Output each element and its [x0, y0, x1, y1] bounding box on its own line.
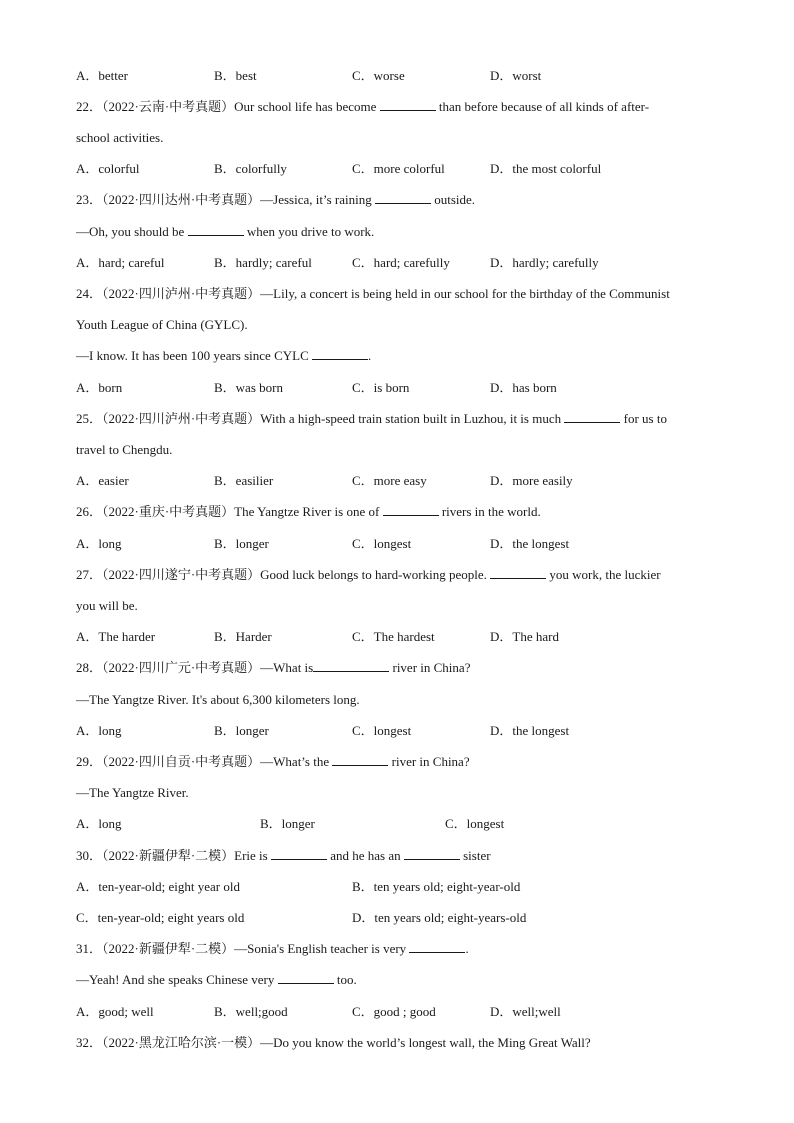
option-b[interactable]: B．longer — [214, 536, 269, 551]
answer-blank — [375, 191, 431, 204]
option-a[interactable]: A．born — [76, 380, 123, 395]
answer-blank — [271, 847, 327, 860]
q22-stem-line2: school activities. — [76, 130, 164, 145]
option-d[interactable]: D．hardly; carefully — [490, 255, 599, 270]
option-a[interactable]: A．good; well — [76, 1004, 154, 1019]
option-c[interactable]: C．The hardest — [352, 629, 435, 644]
option-c[interactable]: C．hard; carefully — [352, 255, 450, 270]
option-a[interactable]: A．colorful — [76, 161, 140, 176]
answer-blank — [564, 410, 620, 423]
option-b[interactable]: B．well;good — [214, 1004, 288, 1019]
answer-blank — [383, 503, 439, 516]
q27-stem-line2: you will be. — [76, 598, 138, 613]
option-b[interactable]: B．best — [214, 68, 257, 83]
option-b[interactable]: B．Harder — [214, 629, 272, 644]
q23-stem: 23．（2022·四川达州·中考真题）—Jessica, it’s raining outside. — [76, 192, 476, 207]
q27-stem: 27．（2022·四川遂宁·中考真题）Good luck belongs to hard-working people. you work, the luckier — [76, 567, 661, 582]
option-b[interactable]: B．hardly; careful — [214, 255, 312, 270]
option-a[interactable]: A．better — [76, 68, 128, 83]
q23-dialog-line2: —Oh, you should be when you drive to work. — [76, 224, 375, 239]
option-d[interactable]: D．the longest — [490, 723, 570, 738]
option-a[interactable]: A．ten-year-old; eight year old — [76, 879, 240, 894]
option-b[interactable]: B．ten years old; eight-year-old — [352, 879, 521, 894]
option-d[interactable]: D．the longest — [490, 536, 570, 551]
q26-stem: 26．（2022·重庆·中考真题）The Yangtze River is one of rivers in the world. — [76, 504, 541, 519]
q31-stem: 31．（2022·新疆伊犁·二模）—Sonia's English teacher is very . — [76, 941, 469, 956]
q24-dialog-line3: —I know. It has been 100 years since CYLC . — [76, 348, 372, 363]
answer-blank — [188, 223, 244, 236]
option-b[interactable]: B．longer — [260, 816, 315, 831]
option-a[interactable]: A．hard; careful — [76, 255, 165, 270]
option-c[interactable]: C．ten-year-old; eight years old — [76, 910, 245, 925]
option-b[interactable]: B．easilier — [214, 473, 274, 488]
option-d[interactable]: D．ten years old; eight-years-old — [352, 910, 527, 925]
option-a[interactable]: A．long — [76, 723, 122, 738]
q24-stem-line2: Youth League of China (GYLC). — [76, 317, 248, 332]
option-c[interactable]: C．more colorful — [352, 161, 445, 176]
option-d[interactable]: D．worst — [490, 68, 542, 83]
q28-stem: 28．（2022·四川广元·中考真题）—What is river in China? — [76, 660, 471, 675]
option-c[interactable]: C．longest — [445, 816, 505, 831]
answer-blank — [404, 847, 460, 860]
option-a[interactable]: A．long — [76, 816, 122, 831]
option-a[interactable]: A．The harder — [76, 629, 156, 644]
q32-stem: 32．（2022·黑龙江哈尔滨·一模）—Do you know the world’s longest wall, the Ming Great Wall? — [76, 1035, 591, 1050]
answer-blank — [313, 659, 389, 672]
option-d[interactable]: D．more easily — [490, 473, 573, 488]
option-d[interactable]: D．has born — [490, 380, 557, 395]
option-d[interactable]: D．The hard — [490, 629, 559, 644]
option-c[interactable]: C．good ; good — [352, 1004, 436, 1019]
option-c[interactable]: C．longest — [352, 536, 412, 551]
answer-blank — [278, 971, 334, 984]
option-c[interactable]: C．is born — [352, 380, 410, 395]
option-b[interactable]: B．longer — [214, 723, 269, 738]
q29-stem: 29．（2022·四川自贡·中考真题）—What’s the river in China? — [76, 754, 470, 769]
q25-stem-line2: travel to Chengdu. — [76, 442, 173, 457]
option-a[interactable]: A．easier — [76, 473, 129, 488]
answer-blank — [490, 566, 546, 579]
q28-dialog-line2: —The Yangtze River. It's about 6,300 kilometers long. — [76, 692, 360, 707]
q31-dialog-line2: —Yeah! And she speaks Chinese very too. — [76, 972, 357, 987]
q29-dialog-line2: —The Yangtze River. — [76, 785, 189, 800]
q24-stem: 24．（2022·四川泸州·中考真题）—Lily, a concert is being held in our school for the birthday of the Communist — [76, 286, 670, 301]
option-c[interactable]: C．worse — [352, 68, 405, 83]
option-b[interactable]: B．was born — [214, 380, 283, 395]
q30-stem: 30．（2022·新疆伊犁·二模）Erie is and he has an sister — [76, 848, 491, 863]
option-d[interactable]: D．well;well — [490, 1004, 561, 1019]
answer-blank — [409, 940, 465, 953]
option-b[interactable]: B．colorfully — [214, 161, 287, 176]
answer-blank — [312, 347, 368, 360]
option-c[interactable]: C．more easy — [352, 473, 427, 488]
option-a[interactable]: A．long — [76, 536, 122, 551]
option-c[interactable]: C．longest — [352, 723, 412, 738]
option-d[interactable]: D．the most colorful — [490, 161, 602, 176]
answer-blank — [332, 753, 388, 766]
q25-stem: 25．（2022·四川泸州·中考真题）With a high-speed train station built in Luzhou, it is much for us to — [76, 411, 667, 426]
q22-stem: 22．（2022·云南·中考真题）Our school life has become than before because of all kinds of after- — [76, 99, 650, 114]
answer-blank — [380, 98, 436, 111]
